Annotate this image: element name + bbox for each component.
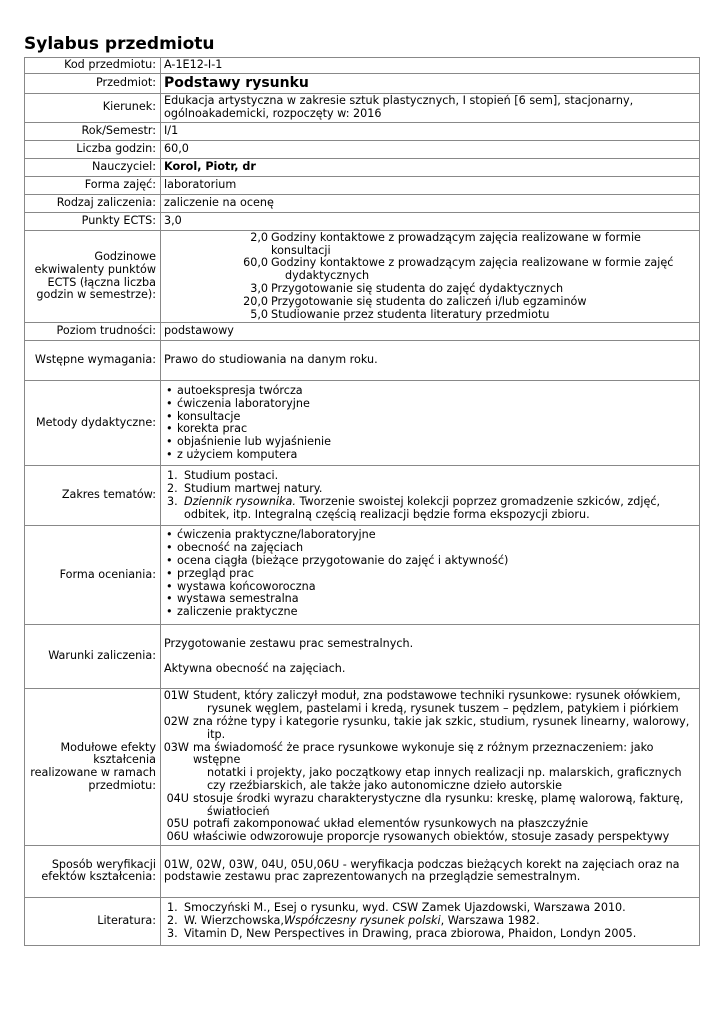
row-zakres (25, 466, 700, 526)
efekt-item (161, 742, 696, 793)
efekt-cont: notatki i projekty, jako początkowy etap innych realizacji np. malarskich, graficznych czy rzeźbiarskich, ale także jako autonomiczne dzieło autorskie (207, 766, 682, 792)
efekt-item (161, 793, 696, 819)
ects-desc-cont: dydaktycznych (285, 269, 370, 283)
list-item: • objaśnienie lub wyjaśnienie (164, 436, 696, 449)
item-text: Smoczyński M., Esej o rysunku, wyd. CSW Zamek Ujazdowski, Warszawa 2010. (184, 901, 626, 915)
literatura-list (164, 902, 696, 940)
item-text: Vitamin D, New Perspectives in Drawing, praca zbiorowa, Phaidon, Londyn 2005. (184, 926, 637, 940)
efekt-cont: rysunek węglem, pastelami i kredą, rysunek tuszem – pędzlem, patykiem i piórkiem (207, 702, 679, 716)
efekt-line: potrafi zakomponować układ elementów rysunkowych na płaszczyźnie (193, 817, 589, 831)
item-italic: Współczesny rysunek polski (283, 914, 441, 928)
zakres-cell (161, 466, 700, 526)
item-text: Tworzenie swoistej kolekcji poprzez gromadzenie szkiców, zdjęć, odbitek, itp. Integralną częścią realizacji będzie forma ekspozycji zbioru. (184, 494, 661, 521)
syllabus-table (24, 57, 700, 946)
list-item: • wystawa semestralna (164, 593, 696, 606)
page-title: Sylabus przedmiotu (24, 34, 215, 54)
warunki-para-1: Przygotowanie zestawu prac semestralnych. (164, 637, 414, 651)
ects-hours: 20,0 (243, 294, 268, 308)
warunki-cell (161, 625, 700, 689)
ects-desc: Przygotowanie się studenta do zajęć dydaktycznych (271, 281, 564, 295)
nauczyciel-label: Nauczyciel: (25, 158, 161, 176)
list-item (164, 928, 696, 941)
ects-value: 3,0 (161, 212, 700, 230)
item-number: 2. (167, 914, 178, 928)
row-rodzaj (25, 194, 700, 212)
syllabus-page (24, 33, 700, 946)
row-ects (25, 212, 700, 230)
row-metody (25, 381, 700, 466)
zakres-list (164, 470, 696, 521)
item-number: 1. (167, 469, 178, 483)
literatura-label: Literatura: (25, 897, 161, 945)
efekt-line: stosuje środki wyrazu charakterystyczne dla rysunku: kreskę, plamę walorową, fakturę, (193, 791, 684, 805)
zakres-label: Zakres tematów: (25, 466, 161, 526)
row-warunki (25, 625, 700, 689)
metody-label: Metody dydaktyczne: (25, 381, 161, 466)
item-number: 2. (167, 482, 178, 496)
rok-value: I/1 (161, 122, 700, 140)
ects-desc: Studiowanie przez studenta literatury przedmiotu (271, 307, 550, 321)
warunki-label: Warunki zaliczenia: (25, 625, 161, 689)
efekt-item (161, 716, 696, 742)
efekt-item (161, 831, 696, 844)
item-number: 3. (167, 926, 178, 940)
list-item: • zaliczenie praktyczne (164, 606, 696, 619)
row-rok (25, 122, 700, 140)
efekt-text (193, 716, 696, 742)
rodzaj-value: zaliczenie na ocenę (161, 194, 700, 212)
ects-desc: Przygotowanie się studenta do zaliczeń i/lub egzaminów (271, 294, 587, 308)
ects-hours: 60,0 (243, 256, 268, 270)
efekt-code: 01W (163, 689, 189, 703)
rodzaj-label: Rodzaj zaliczenia: (25, 194, 161, 212)
efekt-line: Student, który zaliczył moduł, zna podstawowe techniki rysunkowe: rysunek ołówkiem, (193, 689, 681, 703)
row-kierunek (25, 93, 700, 122)
metody-cell (161, 381, 700, 466)
efekt-code: 04U (166, 791, 189, 805)
oceniania-cell (161, 526, 700, 625)
literatura-cell (161, 897, 700, 945)
forma-zajec-value: laboratorium (161, 176, 700, 194)
list-item: • z użyciem komputera (164, 449, 696, 462)
godziny-label: Liczba godzin: (25, 140, 161, 158)
rok-label: Rok/Semestr: (25, 122, 161, 140)
efekt-text (193, 793, 696, 819)
ects-hours: 2,0 (250, 230, 268, 244)
list-item: • ćwiczenia laboratoryjne (164, 398, 696, 411)
godziny-value: 60,0 (161, 140, 700, 158)
row-literatura (25, 897, 700, 945)
efekty-cell (161, 689, 700, 846)
efekt-line: właściwie odwzorowuje proporcje rysowanych obiektów, stosuje zasady perspektywy (193, 830, 670, 844)
ects-breakdown-label: Godzinowe ekwiwalenty punktów ECTS (łączna liczba godzin w semestrze): (25, 230, 161, 323)
item-text: W. Wierzchowska, (184, 914, 284, 928)
efekt-text (193, 742, 696, 793)
row-forma-zajec (25, 176, 700, 194)
row-efekty (25, 689, 700, 846)
efekt-cont: itp. (207, 727, 226, 741)
metody-list (164, 385, 696, 462)
ects-hours: 5,0 (250, 307, 268, 321)
ects-item (164, 257, 696, 283)
row-wymagania (25, 341, 700, 381)
ects-desc: Godziny kontaktowe z prowadzącym zajęcia realizowane w formie konsultacji (271, 230, 641, 257)
list-item: • przegląd prac (164, 568, 696, 581)
kod-label: Kod przedmiotu: (25, 58, 161, 74)
row-ects-breakdown (25, 230, 700, 323)
item-text: Studium martwej natury. (184, 482, 323, 496)
poziom-label: Poziom trudności: (25, 323, 161, 341)
ects-item (164, 309, 696, 322)
kierunek-label: Kierunek: (25, 93, 161, 122)
item-italic: Dziennik rysownika. (184, 494, 296, 508)
row-poziom (25, 323, 700, 341)
efekt-cont: światłocień (207, 804, 270, 818)
weryfikacja-value: 01W, 02W, 03W, 04U, 05U,06U - weryfikacja podczas bieżących korekt na zajęciach oraz na podstawie zestawu prac zaprezentowanych na przeglądzie semestralnym. (161, 845, 700, 897)
efekt-text (193, 690, 696, 716)
ects-item (164, 232, 696, 258)
list-item: • korekta prac (164, 423, 696, 436)
oceniania-list (164, 529, 696, 619)
oceniania-label: Forma oceniania: (25, 526, 161, 625)
item-number: 1. (167, 901, 178, 915)
row-kod (25, 58, 700, 74)
list-item (164, 496, 696, 522)
efekt-code: 02W (163, 714, 189, 728)
nauczyciel-value: Korol, Piotr, dr (161, 158, 700, 176)
row-przedmiot (25, 73, 700, 93)
wymagania-value: Prawo do studiowania na danym roku. (161, 341, 700, 381)
poziom-value: podstawowy (161, 323, 700, 341)
ects-label: Punkty ECTS: (25, 212, 161, 230)
przedmiot-label: Przedmiot: (25, 73, 161, 93)
ects-desc-line: Godziny kontaktowe z prowadzącym zajęcia realizowane w formie zajęć (271, 256, 674, 270)
efekt-code: 03W (163, 740, 189, 754)
item-text-post: , Warszawa 1982. (440, 914, 540, 928)
row-godziny (25, 140, 700, 158)
ects-hours: 3,0 (250, 281, 268, 295)
list-item: • obecność na zajęciach (164, 542, 696, 555)
row-nauczyciel (25, 158, 700, 176)
item-text: Studium postaci. (184, 469, 279, 483)
ects-item (164, 283, 696, 296)
list-item: • ćwiczenia praktyczne/laboratoryjne (164, 529, 696, 542)
kierunek-value: Edukacja artystyczna w zakresie sztuk plastycznych, I stopień [6 sem], stacjonarny, ogólnoakademicki, rozpoczęty w: 2016 (161, 93, 700, 122)
efekt-code: 06U (166, 830, 189, 844)
efekt-item (161, 690, 696, 716)
efekt-line: zna różne typy i kategorie rysunku, takie jak szkic, studium, rysunek linearny, walorowy, (193, 714, 690, 728)
warunki-para-2: Aktywna obecność na zajęciach. (164, 661, 346, 675)
forma-zajec-label: Forma zajęć: (25, 176, 161, 194)
ects-desc (271, 257, 696, 283)
efekt-line: ma świadomość że prace rysunkowe wykonuje się z różnym przeznaczeniem: jako wstępne (193, 740, 654, 767)
list-item: • autoekspresja twórcza (164, 385, 696, 398)
kod-value: A-1E12-I-1 (161, 58, 700, 74)
ects-breakdown-list (161, 230, 700, 323)
list-item: • ocena ciągła (bieżące przygotowanie do zajęć i aktywność) (164, 555, 696, 568)
row-oceniania (25, 526, 700, 625)
row-weryfikacja (25, 845, 700, 897)
efekty-label: Modułowe efekty kształcenia realizowane w ramach przedmiotu: (25, 689, 161, 846)
ects-item (164, 296, 696, 309)
list-item: • konsultacje (164, 411, 696, 424)
list-item: • wystawa końcoworoczna (164, 581, 696, 594)
wymagania-label: Wstępne wymagania: (25, 341, 161, 381)
item-number: 3. (167, 494, 178, 508)
efekt-code: 05U (166, 817, 189, 831)
weryfikacja-label: Sposób weryfikacji efektów kształcenia: (25, 845, 161, 897)
przedmiot-value: Podstawy rysunku (161, 73, 700, 93)
